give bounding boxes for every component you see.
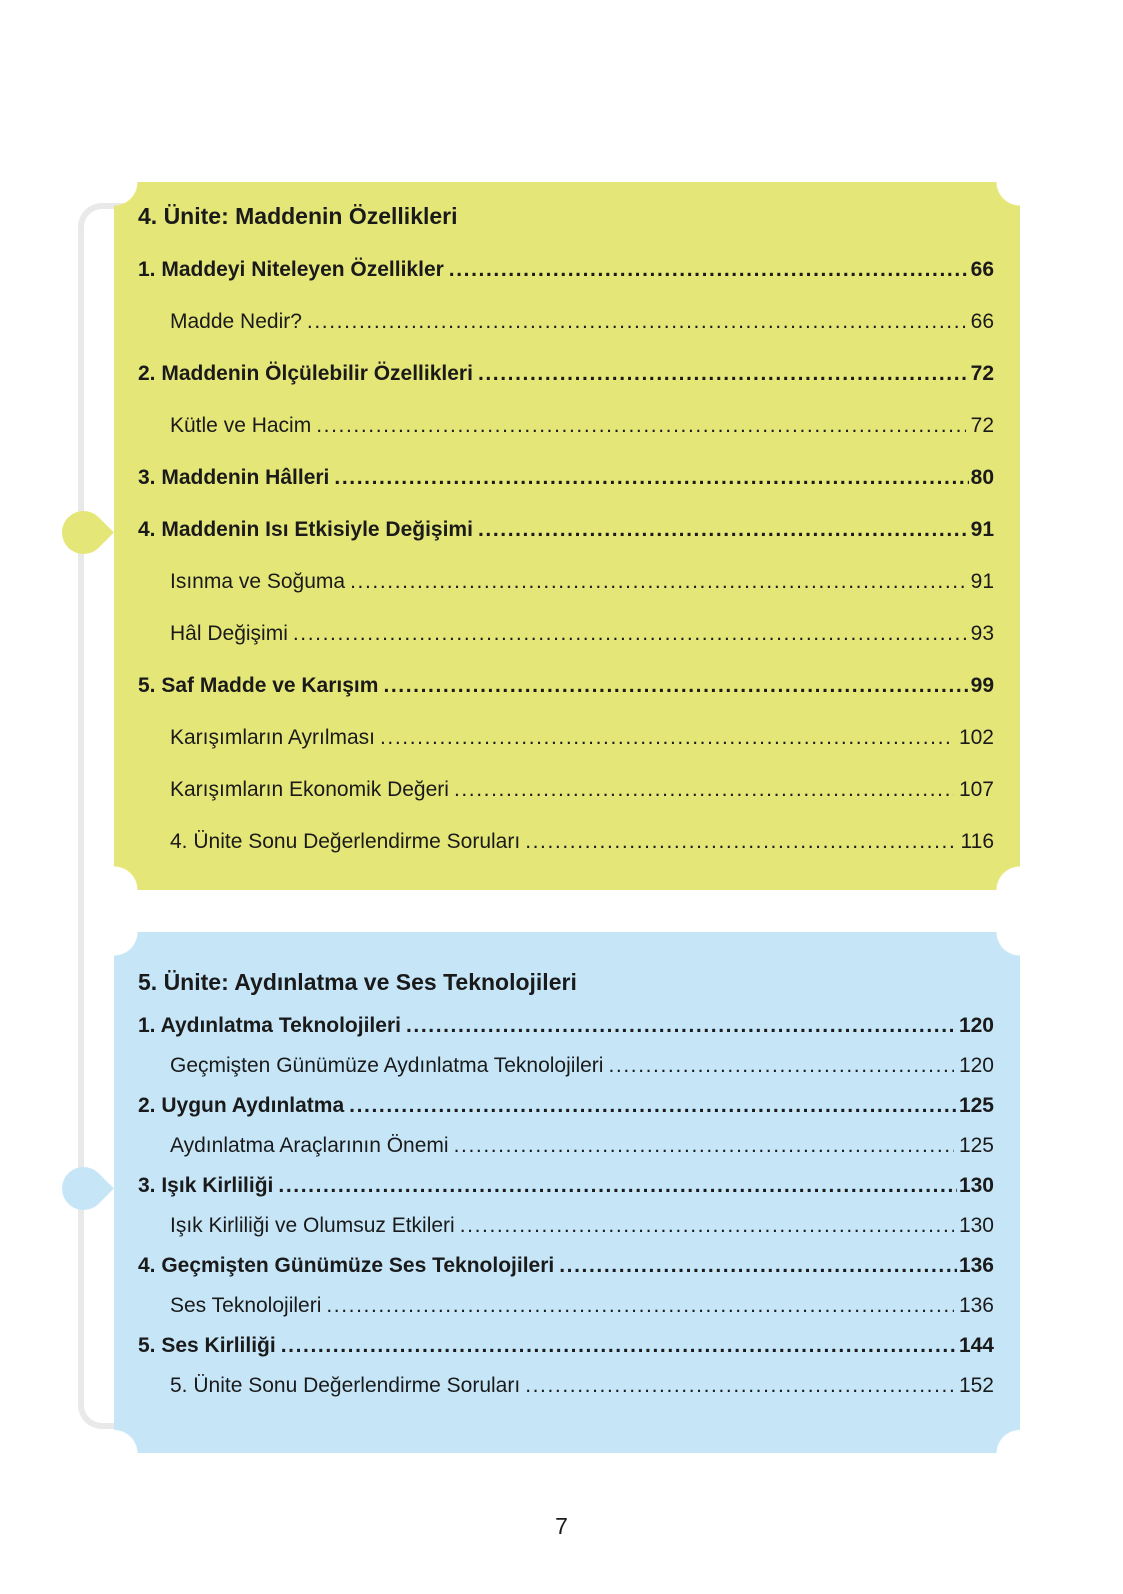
dot-leader [278, 1166, 957, 1206]
dot-leader [316, 400, 965, 452]
toc-entry [132, 1286, 994, 1326]
toc-entry-label: 3. Işık Kirliliği [138, 1174, 274, 1197]
toc-entry [132, 1046, 994, 1086]
toc-entry [132, 1006, 994, 1046]
dot-leader [454, 1126, 954, 1166]
dot-leader [326, 1286, 954, 1326]
toc-entry-page: 125 [958, 1094, 994, 1117]
toc-entry [132, 660, 994, 712]
toc-entry-page: 93 [970, 622, 994, 645]
toc-entry-label: 5. Ünite Sonu Değerlendirme Soruları [170, 1374, 521, 1397]
toc-entry [132, 1246, 994, 1286]
dot-leader [525, 816, 955, 868]
toc-entry [132, 504, 994, 556]
toc-entry [132, 1126, 994, 1166]
toc-entry-label: Kütle ve Hacim [170, 414, 312, 437]
toc-entry [132, 400, 994, 452]
toc-entry-page: 116 [960, 830, 994, 853]
toc-entry-page: 144 [958, 1334, 994, 1357]
toc-entry [132, 764, 994, 816]
toc-entry-label: Karışımların Ekonomik Değeri [170, 778, 449, 801]
toc-entry-page: 120 [958, 1054, 994, 1077]
toc-entry [132, 348, 994, 400]
dot-leader [307, 296, 966, 348]
toc-entry-label: Ses Teknolojileri [170, 1294, 322, 1317]
dot-leader [350, 556, 966, 608]
dot-leader [334, 452, 968, 504]
toc-entry [132, 816, 994, 868]
unit-5-entries [132, 1006, 994, 1406]
toc-entry-page: 80 [970, 466, 994, 489]
toc-entry-label: 2. Maddenin Ölçülebilir Özellikleri [138, 362, 473, 385]
toc-entry-page: 66 [970, 310, 994, 333]
toc-entry-label: 1. Aydınlatma Teknolojileri [138, 1014, 401, 1037]
unit-title: 5. Ünite: Aydınlatma ve Ses Teknolojileri [138, 969, 577, 995]
toc-entry-label: 1. Maddeyi Niteleyen Özellikler [138, 258, 444, 281]
toc-entry [132, 244, 994, 296]
toc-entry [132, 1206, 994, 1246]
toc-entry [132, 712, 994, 764]
toc-entry [132, 556, 994, 608]
toc-entry-label: 3. Maddenin Hâlleri [138, 466, 330, 489]
toc-entry [132, 1326, 994, 1366]
unit-4-entries [132, 244, 994, 868]
toc-entry-page: 130 [958, 1174, 994, 1197]
toc-entry-page: 136 [958, 1294, 994, 1317]
dot-leader [608, 1046, 954, 1086]
toc-entry-page: 72 [970, 362, 994, 385]
toc-entry-page: 120 [958, 1014, 994, 1037]
toc-entry [132, 608, 994, 660]
dot-leader [406, 1006, 957, 1046]
toc-entry-page: 66 [970, 258, 994, 281]
toc-entry-label: 4. Geçmişten Günümüze Ses Teknolojileri [138, 1254, 555, 1277]
toc-entry-page: 152 [958, 1374, 994, 1397]
toc-entry-label: Isınma ve Soğuma [170, 570, 346, 593]
toc-entry-label: 2. Uygun Aydınlatma [138, 1094, 345, 1117]
toc-entry-label: Karışımların Ayrılması [170, 726, 375, 749]
toc-entry-label: Işık Kirliliği ve Olumsuz Etkileri [170, 1214, 455, 1237]
dot-leader [460, 1206, 954, 1246]
toc-entry-page: 99 [970, 674, 994, 697]
toc-entry [132, 1086, 994, 1126]
toc-entry-page: 125 [958, 1134, 994, 1157]
dot-leader [293, 608, 966, 660]
toc-entry-label: 5. Ses Kirliliği [138, 1334, 276, 1357]
dot-leader [281, 1326, 957, 1366]
dot-leader [478, 504, 969, 556]
unit-title: 4. Ünite: Maddenin Özellikleri [138, 203, 458, 229]
toc-entry-page: 102 [958, 726, 994, 749]
toc-entry-label: 4. Maddenin Isı Etkisiyle Değişimi [138, 518, 473, 541]
page-number: 7 [555, 1513, 568, 1539]
toc-entry [132, 296, 994, 348]
toc-entry-label: Madde Nedir? [170, 310, 302, 333]
unit-5-section [114, 932, 1020, 1453]
toc-entry-label: 4. Ünite Sonu Değerlendirme Soruları [170, 830, 521, 853]
toc-entry-page: 107 [958, 778, 994, 801]
toc-entry [132, 452, 994, 504]
dot-leader [380, 712, 954, 764]
dot-leader [349, 1086, 957, 1126]
toc-entry-label: Aydınlatma Araçlarının Önemi [170, 1134, 449, 1157]
toc-entry-page: 72 [970, 414, 994, 437]
toc-entry [132, 1166, 994, 1206]
toc-entry-label: Geçmişten Günümüze Aydınlatma Teknolojileri [170, 1054, 604, 1077]
toc-entry-page: 91 [970, 518, 994, 541]
dot-leader [525, 1366, 954, 1406]
dot-leader [478, 348, 969, 400]
dot-leader [559, 1246, 957, 1286]
dot-leader [454, 764, 954, 816]
toc-entry-label: 5. Saf Madde ve Karışım [138, 674, 379, 697]
toc-entry-label: Hâl Değişimi [170, 622, 288, 645]
toc-entry-page: 91 [970, 570, 994, 593]
toc-entry-page: 136 [958, 1254, 994, 1277]
toc-entry-page: 130 [958, 1214, 994, 1237]
dot-leader [383, 660, 968, 712]
toc-entry [132, 1366, 994, 1406]
unit-4-section [114, 182, 1020, 890]
dot-leader [449, 244, 969, 296]
